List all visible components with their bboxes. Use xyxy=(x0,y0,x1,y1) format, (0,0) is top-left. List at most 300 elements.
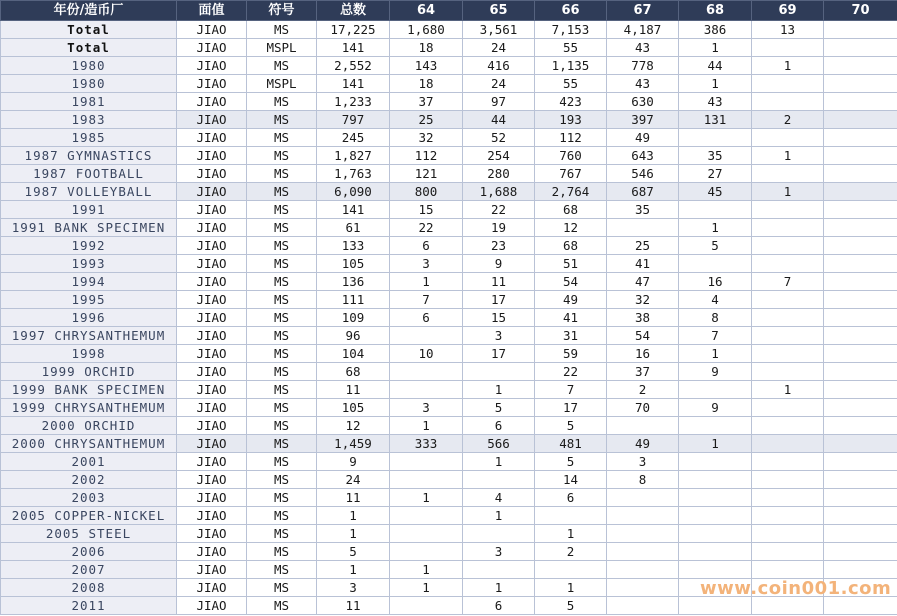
cell-grade-70[interactable] xyxy=(824,399,897,417)
cell-grade-67[interactable]: 8 xyxy=(607,471,679,489)
cell-grade-69[interactable] xyxy=(752,489,824,507)
cell-grade-66[interactable]: 1,135 xyxy=(535,57,607,75)
cell-grade-70[interactable] xyxy=(824,255,897,273)
cell-grade-68[interactable] xyxy=(679,543,752,561)
cell-total[interactable]: 3 xyxy=(317,579,390,597)
cell-denomination[interactable]: JIAO xyxy=(177,525,247,543)
cell-symbol[interactable]: MSPL xyxy=(247,75,317,93)
cell-grade-64[interactable]: 18 xyxy=(390,75,463,93)
cell-symbol[interactable]: MS xyxy=(247,543,317,561)
cell-grade-70[interactable] xyxy=(824,165,897,183)
header-grade-67[interactable]: 67 xyxy=(607,1,679,21)
header-grade-64[interactable]: 64 xyxy=(390,1,463,21)
cell-year[interactable]: 1992 xyxy=(1,237,177,255)
header-year-mint[interactable]: 年份/造币厂 xyxy=(1,1,177,21)
cell-symbol[interactable]: MS xyxy=(247,327,317,345)
cell-grade-65[interactable]: 19 xyxy=(463,219,535,237)
cell-grade-67[interactable]: 37 xyxy=(607,363,679,381)
cell-grade-65[interactable]: 3,561 xyxy=(463,21,535,39)
cell-grade-68[interactable] xyxy=(679,381,752,399)
cell-grade-66[interactable]: 54 xyxy=(535,273,607,291)
cell-grade-70[interactable] xyxy=(824,75,897,93)
cell-grade-70[interactable] xyxy=(824,453,897,471)
cell-grade-67[interactable] xyxy=(607,507,679,525)
cell-grade-69[interactable]: 7 xyxy=(752,273,824,291)
cell-grade-64[interactable]: 3 xyxy=(390,255,463,273)
cell-grade-64[interactable]: 1,680 xyxy=(390,21,463,39)
cell-grade-70[interactable] xyxy=(824,129,897,147)
cell-grade-67[interactable]: 25 xyxy=(607,237,679,255)
cell-grade-68[interactable]: 9 xyxy=(679,399,752,417)
cell-total[interactable]: 141 xyxy=(317,201,390,219)
cell-grade-70[interactable] xyxy=(824,561,897,579)
cell-grade-66[interactable]: 423 xyxy=(535,93,607,111)
cell-total[interactable]: 141 xyxy=(317,75,390,93)
cell-year[interactable]: 2006 xyxy=(1,543,177,561)
cell-total[interactable]: 1,459 xyxy=(317,435,390,453)
cell-symbol[interactable]: MS xyxy=(247,111,317,129)
cell-grade-64[interactable]: 32 xyxy=(390,129,463,147)
cell-year[interactable]: 1993 xyxy=(1,255,177,273)
cell-grade-66[interactable]: 51 xyxy=(535,255,607,273)
cell-total[interactable]: 6,090 xyxy=(317,183,390,201)
cell-grade-65[interactable] xyxy=(463,525,535,543)
cell-grade-66[interactable]: 68 xyxy=(535,237,607,255)
cell-denomination[interactable]: JIAO xyxy=(177,129,247,147)
cell-grade-65[interactable]: 280 xyxy=(463,165,535,183)
cell-year[interactable]: 1996 xyxy=(1,309,177,327)
cell-symbol[interactable]: MS xyxy=(247,579,317,597)
cell-grade-67[interactable] xyxy=(607,543,679,561)
cell-grade-65[interactable]: 1 xyxy=(463,507,535,525)
cell-grade-66[interactable]: 55 xyxy=(535,39,607,57)
cell-grade-64[interactable]: 22 xyxy=(390,219,463,237)
cell-grade-64[interactable]: 1 xyxy=(390,273,463,291)
cell-grade-64[interactable]: 1 xyxy=(390,561,463,579)
cell-grade-70[interactable] xyxy=(824,291,897,309)
cell-grade-66[interactable]: 55 xyxy=(535,75,607,93)
cell-grade-64[interactable]: 25 xyxy=(390,111,463,129)
cell-denomination[interactable]: JIAO xyxy=(177,219,247,237)
cell-grade-68[interactable]: 1 xyxy=(679,219,752,237)
cell-grade-65[interactable]: 17 xyxy=(463,291,535,309)
cell-symbol[interactable]: MS xyxy=(247,237,317,255)
cell-grade-68[interactable]: 131 xyxy=(679,111,752,129)
cell-grade-65[interactable]: 23 xyxy=(463,237,535,255)
cell-year[interactable]: 2002 xyxy=(1,471,177,489)
cell-denomination[interactable]: JIAO xyxy=(177,381,247,399)
cell-grade-64[interactable] xyxy=(390,363,463,381)
cell-grade-64[interactable] xyxy=(390,543,463,561)
cell-grade-70[interactable] xyxy=(824,597,897,615)
cell-grade-66[interactable]: 2,764 xyxy=(535,183,607,201)
cell-grade-64[interactable] xyxy=(390,507,463,525)
cell-year[interactable]: 2011 xyxy=(1,597,177,615)
cell-grade-68[interactable] xyxy=(679,129,752,147)
header-total[interactable]: 总数 xyxy=(317,1,390,21)
cell-grade-68[interactable]: 9 xyxy=(679,363,752,381)
cell-year[interactable]: 2001 xyxy=(1,453,177,471)
cell-grade-67[interactable]: 41 xyxy=(607,255,679,273)
cell-grade-70[interactable] xyxy=(824,21,897,39)
cell-grade-70[interactable] xyxy=(824,507,897,525)
cell-grade-69[interactable] xyxy=(752,201,824,219)
cell-total[interactable]: 11 xyxy=(317,381,390,399)
cell-year[interactable]: 1999 BANK SPECIMEN xyxy=(1,381,177,399)
cell-total[interactable]: 96 xyxy=(317,327,390,345)
cell-grade-69[interactable] xyxy=(752,309,824,327)
cell-grade-67[interactable]: 54 xyxy=(607,327,679,345)
cell-total[interactable]: 17,225 xyxy=(317,21,390,39)
cell-denomination[interactable]: JIAO xyxy=(177,363,247,381)
cell-grade-69[interactable] xyxy=(752,363,824,381)
cell-total[interactable]: 109 xyxy=(317,309,390,327)
cell-grade-68[interactable] xyxy=(679,525,752,543)
cell-grade-64[interactable]: 6 xyxy=(390,237,463,255)
cell-year[interactable]: 1995 xyxy=(1,291,177,309)
cell-total[interactable]: 11 xyxy=(317,597,390,615)
cell-denomination[interactable]: JIAO xyxy=(177,165,247,183)
cell-grade-70[interactable] xyxy=(824,183,897,201)
cell-grade-67[interactable] xyxy=(607,417,679,435)
cell-denomination[interactable]: JIAO xyxy=(177,147,247,165)
cell-year[interactable]: 1985 xyxy=(1,129,177,147)
cell-grade-66[interactable]: 7,153 xyxy=(535,21,607,39)
cell-grade-65[interactable]: 3 xyxy=(463,327,535,345)
cell-denomination[interactable]: JIAO xyxy=(177,399,247,417)
cell-grade-69[interactable]: 2 xyxy=(752,111,824,129)
cell-grade-70[interactable] xyxy=(824,309,897,327)
cell-total[interactable]: 1 xyxy=(317,507,390,525)
cell-grade-70[interactable] xyxy=(824,345,897,363)
header-grade-68[interactable]: 68 xyxy=(679,1,752,21)
cell-grade-69[interactable] xyxy=(752,453,824,471)
cell-total[interactable]: 1 xyxy=(317,525,390,543)
cell-grade-69[interactable] xyxy=(752,327,824,345)
cell-grade-66[interactable]: 6 xyxy=(535,489,607,507)
cell-year[interactable]: 1997 CHRYSANTHEMUM xyxy=(1,327,177,345)
cell-symbol[interactable]: MS xyxy=(247,147,317,165)
cell-grade-67[interactable]: 630 xyxy=(607,93,679,111)
cell-grade-64[interactable]: 1 xyxy=(390,579,463,597)
cell-denomination[interactable]: JIAO xyxy=(177,417,247,435)
cell-year[interactable]: 2000 ORCHID xyxy=(1,417,177,435)
cell-grade-65[interactable] xyxy=(463,561,535,579)
cell-grade-67[interactable]: 16 xyxy=(607,345,679,363)
cell-denomination[interactable]: JIAO xyxy=(177,435,247,453)
cell-symbol[interactable]: MS xyxy=(247,399,317,417)
cell-grade-64[interactable] xyxy=(390,327,463,345)
cell-grade-70[interactable] xyxy=(824,381,897,399)
cell-year[interactable]: 1987 GYMNASTICS xyxy=(1,147,177,165)
cell-grade-67[interactable]: 49 xyxy=(607,435,679,453)
cell-denomination[interactable]: JIAO xyxy=(177,291,247,309)
cell-symbol[interactable]: MS xyxy=(247,291,317,309)
cell-total[interactable]: 24 xyxy=(317,471,390,489)
cell-grade-68[interactable]: 1 xyxy=(679,75,752,93)
cell-grade-67[interactable]: 3 xyxy=(607,453,679,471)
cell-year[interactable]: 1994 xyxy=(1,273,177,291)
cell-total[interactable]: 1,827 xyxy=(317,147,390,165)
cell-grade-67[interactable]: 38 xyxy=(607,309,679,327)
cell-grade-69[interactable] xyxy=(752,291,824,309)
cell-grade-68[interactable] xyxy=(679,561,752,579)
cell-denomination[interactable]: JIAO xyxy=(177,255,247,273)
cell-grade-64[interactable]: 10 xyxy=(390,345,463,363)
cell-grade-69[interactable] xyxy=(752,399,824,417)
cell-symbol[interactable]: MS xyxy=(247,435,317,453)
cell-grade-69[interactable]: 13 xyxy=(752,21,824,39)
cell-grade-69[interactable] xyxy=(752,129,824,147)
cell-grade-68[interactable] xyxy=(679,255,752,273)
cell-grade-68[interactable]: 1 xyxy=(679,345,752,363)
cell-denomination[interactable]: JIAO xyxy=(177,57,247,75)
cell-grade-65[interactable]: 97 xyxy=(463,93,535,111)
cell-grade-67[interactable]: 43 xyxy=(607,75,679,93)
cell-year[interactable]: 2005 COPPER-NICKEL xyxy=(1,507,177,525)
cell-grade-70[interactable] xyxy=(824,57,897,75)
cell-denomination[interactable]: JIAO xyxy=(177,75,247,93)
cell-grade-68[interactable]: 5 xyxy=(679,237,752,255)
cell-grade-68[interactable]: 43 xyxy=(679,93,752,111)
cell-grade-65[interactable]: 1,688 xyxy=(463,183,535,201)
cell-symbol[interactable]: MS xyxy=(247,183,317,201)
cell-total[interactable]: 105 xyxy=(317,255,390,273)
cell-grade-65[interactable]: 4 xyxy=(463,489,535,507)
cell-grade-69[interactable] xyxy=(752,255,824,273)
cell-grade-64[interactable]: 121 xyxy=(390,165,463,183)
cell-symbol[interactable]: MS xyxy=(247,21,317,39)
cell-grade-67[interactable]: 49 xyxy=(607,129,679,147)
cell-grade-64[interactable] xyxy=(390,381,463,399)
cell-grade-69[interactable] xyxy=(752,597,824,615)
cell-symbol[interactable]: MS xyxy=(247,561,317,579)
cell-grade-66[interactable]: 68 xyxy=(535,201,607,219)
cell-grade-67[interactable] xyxy=(607,525,679,543)
cell-symbol[interactable]: MS xyxy=(247,507,317,525)
header-grade-65[interactable]: 65 xyxy=(463,1,535,21)
cell-grade-67[interactable]: 546 xyxy=(607,165,679,183)
cell-grade-69[interactable] xyxy=(752,561,824,579)
cell-grade-67[interactable]: 47 xyxy=(607,273,679,291)
cell-grade-69[interactable] xyxy=(752,75,824,93)
cell-year[interactable]: 2003 xyxy=(1,489,177,507)
cell-grade-65[interactable]: 6 xyxy=(463,417,535,435)
cell-denomination[interactable]: JIAO xyxy=(177,21,247,39)
cell-symbol[interactable]: MSPL xyxy=(247,39,317,57)
cell-grade-67[interactable] xyxy=(607,219,679,237)
cell-grade-69[interactable]: 1 xyxy=(752,381,824,399)
cell-year[interactable]: 1983 xyxy=(1,111,177,129)
cell-grade-65[interactable]: 17 xyxy=(463,345,535,363)
cell-grade-68[interactable]: 44 xyxy=(679,57,752,75)
cell-grade-70[interactable] xyxy=(824,237,897,255)
cell-symbol[interactable]: MS xyxy=(247,165,317,183)
cell-year[interactable]: 2007 xyxy=(1,561,177,579)
cell-year[interactable]: 1991 xyxy=(1,201,177,219)
cell-year[interactable]: 1999 ORCHID xyxy=(1,363,177,381)
cell-grade-68[interactable] xyxy=(679,507,752,525)
cell-grade-64[interactable] xyxy=(390,525,463,543)
cell-total[interactable]: 61 xyxy=(317,219,390,237)
cell-grade-69[interactable] xyxy=(752,93,824,111)
cell-grade-68[interactable] xyxy=(679,471,752,489)
cell-total[interactable]: 12 xyxy=(317,417,390,435)
cell-grade-70[interactable] xyxy=(824,435,897,453)
cell-grade-66[interactable]: 14 xyxy=(535,471,607,489)
cell-grade-69[interactable] xyxy=(752,165,824,183)
cell-grade-66[interactable]: 12 xyxy=(535,219,607,237)
cell-grade-69[interactable] xyxy=(752,219,824,237)
header-symbol[interactable]: 符号 xyxy=(247,1,317,21)
header-grade-69[interactable]: 69 xyxy=(752,1,824,21)
cell-year[interactable]: 1999 CHRYSANTHEMUM xyxy=(1,399,177,417)
cell-symbol[interactable]: MS xyxy=(247,453,317,471)
cell-total[interactable]: 1,233 xyxy=(317,93,390,111)
cell-grade-68[interactable]: 386 xyxy=(679,21,752,39)
cell-denomination[interactable]: JIAO xyxy=(177,507,247,525)
cell-grade-69[interactable] xyxy=(752,237,824,255)
cell-grade-69[interactable] xyxy=(752,543,824,561)
cell-grade-64[interactable] xyxy=(390,453,463,471)
cell-grade-66[interactable]: 112 xyxy=(535,129,607,147)
cell-grade-64[interactable]: 1 xyxy=(390,417,463,435)
cell-symbol[interactable]: MS xyxy=(247,381,317,399)
cell-denomination[interactable]: JIAO xyxy=(177,579,247,597)
cell-total[interactable]: 68 xyxy=(317,363,390,381)
cell-year[interactable]: 1980 xyxy=(1,75,177,93)
cell-denomination[interactable]: JIAO xyxy=(177,201,247,219)
cell-denomination[interactable]: JIAO xyxy=(177,561,247,579)
cell-grade-70[interactable] xyxy=(824,111,897,129)
header-grade-70[interactable]: 70 xyxy=(824,1,897,21)
cell-grade-67[interactable]: 687 xyxy=(607,183,679,201)
cell-grade-65[interactable]: 24 xyxy=(463,39,535,57)
cell-symbol[interactable]: MS xyxy=(247,471,317,489)
cell-grade-65[interactable]: 1 xyxy=(463,381,535,399)
cell-grade-67[interactable] xyxy=(607,489,679,507)
cell-year[interactable]: 2005 STEEL xyxy=(1,525,177,543)
cell-grade-70[interactable] xyxy=(824,93,897,111)
cell-grade-70[interactable] xyxy=(824,327,897,345)
cell-grade-67[interactable]: 778 xyxy=(607,57,679,75)
cell-grade-64[interactable]: 112 xyxy=(390,147,463,165)
cell-total[interactable]: 245 xyxy=(317,129,390,147)
cell-grade-70[interactable] xyxy=(824,363,897,381)
cell-symbol[interactable]: MS xyxy=(247,219,317,237)
cell-grade-68[interactable] xyxy=(679,201,752,219)
cell-grade-67[interactable]: 70 xyxy=(607,399,679,417)
cell-total[interactable]: 1 xyxy=(317,561,390,579)
cell-grade-66[interactable]: 1 xyxy=(535,525,607,543)
cell-grade-65[interactable]: 1 xyxy=(463,579,535,597)
cell-grade-66[interactable]: 17 xyxy=(535,399,607,417)
cell-symbol[interactable]: MS xyxy=(247,489,317,507)
cell-grade-70[interactable] xyxy=(824,417,897,435)
cell-grade-68[interactable]: 45 xyxy=(679,183,752,201)
cell-grade-65[interactable]: 15 xyxy=(463,309,535,327)
cell-grade-65[interactable] xyxy=(463,363,535,381)
cell-grade-64[interactable]: 6 xyxy=(390,309,463,327)
cell-grade-69[interactable] xyxy=(752,507,824,525)
cell-grade-65[interactable]: 24 xyxy=(463,75,535,93)
cell-grade-68[interactable] xyxy=(679,489,752,507)
header-denomination[interactable]: 面值 xyxy=(177,1,247,21)
cell-grade-64[interactable]: 1 xyxy=(390,489,463,507)
cell-total[interactable]: 105 xyxy=(317,399,390,417)
header-grade-66[interactable]: 66 xyxy=(535,1,607,21)
cell-grade-66[interactable]: 481 xyxy=(535,435,607,453)
cell-grade-64[interactable] xyxy=(390,471,463,489)
cell-grade-70[interactable] xyxy=(824,39,897,57)
cell-grade-68[interactable] xyxy=(679,417,752,435)
cell-grade-66[interactable]: 49 xyxy=(535,291,607,309)
cell-symbol[interactable]: MS xyxy=(247,363,317,381)
cell-grade-65[interactable]: 1 xyxy=(463,453,535,471)
cell-grade-65[interactable]: 9 xyxy=(463,255,535,273)
cell-total[interactable]: 2,552 xyxy=(317,57,390,75)
cell-grade-66[interactable]: 59 xyxy=(535,345,607,363)
cell-denomination[interactable]: JIAO xyxy=(177,597,247,615)
cell-denomination[interactable]: JIAO xyxy=(177,543,247,561)
cell-grade-68[interactable]: 8 xyxy=(679,309,752,327)
cell-denomination[interactable]: JIAO xyxy=(177,111,247,129)
cell-denomination[interactable]: JIAO xyxy=(177,489,247,507)
cell-total[interactable]: 104 xyxy=(317,345,390,363)
cell-year[interactable]: 1987 VOLLEYBALL xyxy=(1,183,177,201)
cell-grade-65[interactable]: 6 xyxy=(463,597,535,615)
cell-total[interactable]: 133 xyxy=(317,237,390,255)
cell-grade-69[interactable] xyxy=(752,525,824,543)
cell-grade-69[interactable]: 1 xyxy=(752,183,824,201)
cell-grade-68[interactable]: 16 xyxy=(679,273,752,291)
cell-denomination[interactable]: JIAO xyxy=(177,453,247,471)
cell-year[interactable]: 1991 BANK SPECIMEN xyxy=(1,219,177,237)
cell-grade-67[interactable] xyxy=(607,561,679,579)
cell-grade-66[interactable]: 2 xyxy=(535,543,607,561)
cell-grade-65[interactable]: 11 xyxy=(463,273,535,291)
cell-grade-66[interactable]: 41 xyxy=(535,309,607,327)
cell-grade-66[interactable]: 760 xyxy=(535,147,607,165)
cell-grade-70[interactable] xyxy=(824,543,897,561)
cell-grade-66[interactable]: 1 xyxy=(535,579,607,597)
cell-grade-65[interactable]: 44 xyxy=(463,111,535,129)
cell-grade-70[interactable] xyxy=(824,525,897,543)
cell-grade-65[interactable]: 3 xyxy=(463,543,535,561)
cell-grade-67[interactable]: 35 xyxy=(607,201,679,219)
cell-year[interactable]: 2008 xyxy=(1,579,177,597)
cell-total[interactable]: 9 xyxy=(317,453,390,471)
cell-grade-67[interactable]: 4,187 xyxy=(607,21,679,39)
cell-denomination[interactable]: JIAO xyxy=(177,183,247,201)
cell-symbol[interactable]: MS xyxy=(247,57,317,75)
cell-grade-68[interactable]: 35 xyxy=(679,147,752,165)
cell-grade-69[interactable] xyxy=(752,471,824,489)
cell-grade-64[interactable]: 333 xyxy=(390,435,463,453)
cell-year[interactable]: Total xyxy=(1,39,177,57)
cell-grade-64[interactable]: 15 xyxy=(390,201,463,219)
cell-grade-68[interactable] xyxy=(679,597,752,615)
cell-year[interactable]: Total xyxy=(1,21,177,39)
cell-grade-68[interactable]: 1 xyxy=(679,435,752,453)
cell-grade-65[interactable]: 254 xyxy=(463,147,535,165)
cell-grade-70[interactable] xyxy=(824,201,897,219)
cell-grade-70[interactable] xyxy=(824,219,897,237)
cell-denomination[interactable]: JIAO xyxy=(177,273,247,291)
cell-grade-69[interactable]: 1 xyxy=(752,57,824,75)
cell-denomination[interactable]: JIAO xyxy=(177,309,247,327)
cell-symbol[interactable]: MS xyxy=(247,93,317,111)
